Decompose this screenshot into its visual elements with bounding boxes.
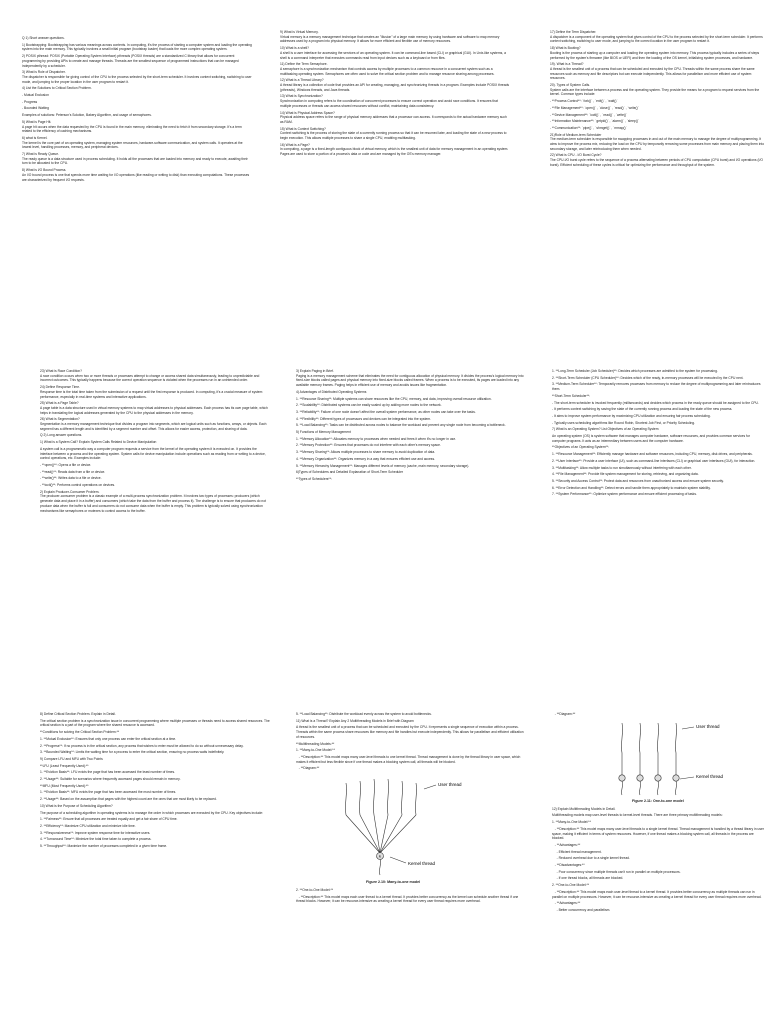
paragraph: 2. **One-to-One Model:** xyxy=(552,883,590,888)
page-6-text xyxy=(552,369,764,497)
paragraph: 10) What is the Purpose of Scheduling Algorithm? xyxy=(40,803,113,808)
paragraph: 26) What is Segmentation? Segmentation is a memory management technique that divides a program into segments, which are logical units such as functions, arrays, or objects. Each segment has a different length and is identified by a segment number and offset. This allows for easier access, protection, and sharing of data. xyxy=(40,417,267,431)
user-thread-label: User thread xyxy=(696,723,720,729)
paragraph: 2. **Memory Protection**: Ensures that processes do not interfere with each other's memory space. xyxy=(296,443,441,448)
paragraph: 13) What is Synchronization? Synchronization in computing refers to the coordination of concurrent processes to ensure correct operation and avoid race conditions. It ensures that multiple processes or threads can access shared resources without conflict, maintaining data consistency. xyxy=(280,94,498,108)
paragraph: 1. **Resource Management**: Efficiently manage hardware and software resources, including CPU, memory, disk drives, and peripherals. xyxy=(552,452,753,457)
paragraph: 9) Compare LFU and MFU with Two Points xyxy=(40,756,103,761)
paragraph: - **Information Maintenance**: `getpid()` , `alarm()` , `sleep()` xyxy=(550,119,640,124)
paragraph: 4. **Memory Organization**: Organizes memory in a way that ensures efficient use and access. xyxy=(296,456,436,461)
paragraph: 2) POSIX pthread: POSIX (Portable Operating System Interface) pthreads (POSIX threads) are a standardized C library that allows for concurrent programming by providing APIs to create and manage threads. Threads are the smallest sequence of programmed instructions that can be managed independently by a scheduler. xyxy=(22,54,240,68)
paragraph: 5. **Load Balancing**: Tasks can be distributed across nodes to balance the workload and prevent any single node from becoming a bottleneck. xyxy=(296,423,506,428)
paragraph: **MFU (Most Frequently Used):** xyxy=(40,783,89,788)
paragraph: 2. **One-to-One Model:** xyxy=(296,888,334,893)
paragraph: - **Diagram:** xyxy=(296,766,320,771)
paragraph: 1. **Eviction Basis**: LFU evicts the page that has been accessed the least number of times. xyxy=(40,770,176,775)
paragraph: **Types of Schedulers**: xyxy=(296,476,332,481)
paragraph: Examples of solutions: Peterson's Solution, Bakery Algorithm, and usage of semaphores. xyxy=(22,113,152,118)
many-to-one-figure xyxy=(336,775,526,884)
paragraph: 14) What is Physical Address Space? Physical address space refers to the range of physical memory addresses that a processor can access. It corresponds to the actual hardware memory such as RAM. xyxy=(280,110,507,124)
paragraph: 2. **Usage**: Based on the assumption that pages with the highest count are the ones that are most likely to be replaced. xyxy=(40,797,217,802)
paragraph: 18) What is Booting? Booting is the process of starting up a computer and loading the operating system into memory. This process typically includes a series of steps performed by the system's firmware (like BIOS or UEFI) and then the loading of the OS kernel, initializing system processes, and hardware. xyxy=(550,46,760,60)
page-8 xyxy=(296,712,526,1017)
paragraph: Q 1) Short answer questions. xyxy=(22,36,65,40)
paragraph: - **Description:** This model maps many user-level threads to one kernel thread. Thread management is done by the thread library in user space, which makes it efficient but less flexible since if one thread makes a blocking system call, all threads will be blocked. xyxy=(296,754,522,764)
paragraph: - **Advantages:** xyxy=(552,842,581,847)
paragraph: - **write()**: Writes data to a file or device. xyxy=(40,476,102,481)
paragraph: Multithreading models map user-level threads to kernel-level threads. There are three primary multithreading models: xyxy=(552,813,723,818)
paragraph: - Poor concurrency since multiple threads can't run in parallel on multiple processors. xyxy=(552,869,681,874)
paragraph: - **Process Control**: `fork()` , `exit()` , `wait()` xyxy=(550,99,618,104)
user-thread-label: User thread xyxy=(438,782,462,788)
paragraph: 5. **Throughput**: Maximize the number of processes completed in a given time frame. xyxy=(40,844,168,849)
paragraph: 6. **Error Detection and Handling**: Detect errors and handle them appropriately to maintain system stability. xyxy=(552,485,711,490)
paragraph: 8) Define Critical Section Problem. Explain in Detail. xyxy=(40,712,116,716)
page-5 xyxy=(296,369,526,669)
paragraph: The purpose of a scheduling algorithm in operating systems is to manage the order in which processes are executed by the CPU. Key objectives include: xyxy=(40,810,264,815)
paragraph: 2) Explain Producer-Consumer Problem. The producer-consumer problem is a classic example of a multi-process synchronization problem. It involves two types of processes: producers (which generate data and place it in a buffer) and consumers (which take the data from the buffer and process it). The challenge is to ensure that producers do not produce data when the buffer is full and consumers do not consume data when the buffer is empty. This problem is typically solved using synchronization mechanisms like semaphores or mutexes to control access to the buffer. xyxy=(40,489,266,513)
paragraph: - The short-term scheduler is invoked frequently (milliseconds) and decides which process in the ready queue should be assigned to the CPU. xyxy=(552,400,759,405)
paragraph: 6) what is Kernel. The kernel is the core part of an operating system, managing system resources, hardware-software communication, and system calls. It operates at the lowest level, handling processes, memory, and peripheral devices. xyxy=(22,135,243,150)
paragraph: - **read()**: Reads data from a file or device. xyxy=(40,469,106,474)
paragraph: - **Disadvantages:** xyxy=(552,863,585,868)
paragraph: 19). What is a Thread? A thread is the smallest unit of a process that can be scheduled and executed by the CPU. Threads within the same process share the same resources such as memory and file descriptors but can execute independently. This allows for parallelism and more efficient use of system resources. xyxy=(550,62,755,81)
paragraph: - **Device Management**: `ioctl()` , `read()` , `write()` xyxy=(550,112,628,117)
page-1-text xyxy=(22,36,252,182)
paragraph: Q 2) Long answer questions. xyxy=(40,433,83,438)
page-2-text xyxy=(280,30,510,157)
paragraph: 5) Functions of Memory Management xyxy=(296,430,351,435)
paragraph: 4) Advantages of Distributed Operating Systems xyxy=(296,389,367,394)
paragraph: **LFU (Least Frequently Used):** xyxy=(40,763,89,768)
paragraph: - Mutual Exclusion xyxy=(22,93,49,98)
paragraph: A thread is the smallest unit of a process that can be scheduled and executed by the CPU. It represents a single sequence of execution within a process. Threads within the same process share resources like memory and file handles but execute independently. This allows for parallelism and efficient utilization of resources. xyxy=(296,725,525,739)
paragraph: - **Advantages:** xyxy=(552,901,581,906)
paragraph: - Bounded Waiting xyxy=(22,106,50,111)
paragraph: 7. **System Performance**: Optimize system performance and ensure efficient processing of tasks. xyxy=(552,492,697,497)
paragraph: - Better concurrency and parallelism. xyxy=(552,907,611,912)
figure-caption: Figure 2.10: Many-to-one model xyxy=(366,880,421,885)
paragraph: 2. **Scalability**: Distributed systems can be easily scaled up by adding more nodes to the network. xyxy=(296,403,442,408)
paragraph: 25) What is a Page Table? A page table is a data structure used in virtual memory systems to map virtual addresses to physical addresses. Each process has its own page table, which helps in translating the logical addresses generated by the CPU to the physical addresses in the memory. xyxy=(40,401,268,415)
one-to-one-figure xyxy=(602,719,764,803)
page-3-text xyxy=(550,30,765,168)
paragraph: - Efficient thread management. xyxy=(552,849,602,854)
paragraph: 24) Define Response Time. Response time is the total time taken from the submission of a request until the first response is produced. In computing, it's a crucial measure of system performance, especially in real-time systems and interactive applications. xyxy=(40,385,263,399)
page-9-text xyxy=(552,712,764,717)
paragraph: 7) What is an Operating System? List Objectives of an Operating System xyxy=(552,427,659,432)
page-4-text xyxy=(40,369,270,513)
paragraph: 5) What is Page Hit. A page hit occurs when the data requested by the CPU is found in the main memory, eliminating the need to fetch it from secondary storage. It's a term related to the efficiency of caching mechanisms. xyxy=(22,119,242,134)
page-6 xyxy=(552,369,764,669)
page-5-text xyxy=(296,369,526,482)
paragraph: 3. **Multitasking**: Allow multiple tasks to run simultaneously without interfering with each other. xyxy=(552,465,692,470)
paragraph: 2. **Efficiency**: Maximize CPU utilization and minimize idle time. xyxy=(40,823,136,828)
paragraph: 10) What is a shell? A shell is a user interface for accessing the services of an operating system. It can be command-line based (CLI) or graphical (GUI). In Unix-like systems, a shell is a command interpreter that executes commands read from input devices such as a keyboard or from files. xyxy=(280,46,506,60)
page-9-text-after xyxy=(552,807,764,913)
paragraph: 9) What is Virtual Memory. Virtual memory is a memory management technique that creates an "illusion" of a large main memory by using hardware and software to map memory addresses used by a program into physical memory. It allows for more efficient and flexible use of memory resources. xyxy=(280,30,500,44)
paragraph: 4. **File Management**: Provide file system management for storing, retrieving, and organizing data. xyxy=(552,472,699,477)
paragraph: 1) What is a System Call? Explain System Calls Related to Device Manipulation xyxy=(40,440,157,445)
paragraph: 6)Types of Schedulers and Detailed Explanation of Short-Term Scheduler xyxy=(296,470,404,475)
paragraph: 21)Role of Medium-term Scheduler The medium-term scheduler is responsible for swapping processes in and out of the main memory to manage the degree of multiprogramming. It aims to improve the process mix, reducing the load on the CPU by temporarily removing some processes from main memory and placing them into secondary storage, and later reintroducing them when needed. xyxy=(550,132,765,151)
paragraph: 3. **Bounded Waiting**: Limits the waiting time for a process to enter the critical section, ensuring no process waits indefinitely. xyxy=(40,750,225,755)
paragraph: 1. **Fairness**: Ensure that all processes are treated equally and get a fair share of CPU time. xyxy=(40,817,178,822)
paragraph: 12) Explain Multithreading Models in Detail. xyxy=(552,806,616,811)
paragraph: 4. **Turnaround Time**: Minimize the total time taken to complete a process. xyxy=(40,837,152,842)
paragraph: - Typically uses scheduling algorithms like Round Robin, Shortest Job First, or Priority Scheduling. xyxy=(552,420,696,425)
page-3 xyxy=(550,30,765,320)
paragraph: 11) What is a Thread? Explain Any 2 Multithreading Models in Brief with Diagram xyxy=(296,718,414,723)
paragraph: 1. **Long-Term Scheduler (Job Scheduler)**: Decides which processes are admitted to the system for processing. xyxy=(552,369,718,373)
paragraph: 1. **Many-to-One Model:** xyxy=(296,748,335,753)
page-8-text xyxy=(296,712,526,771)
paragraph: 1) Bootstrapping: Bootstrapping has various meanings across contexts. In computing, it's the process of starting a computer system and loading the operating system into the main memory. This typically involves a small initial program (bootstrap loader) that loads the more complex operating system. xyxy=(22,42,253,52)
paragraph: 5. **Load Balancing**: Distribute the workload evenly across the system to avoid bottlenecks. xyxy=(296,712,432,716)
paragraph: 3. **Memory Sharing**: Allows multiple processes to share memory to avoid duplication of data. xyxy=(296,450,436,455)
page-9 xyxy=(552,712,764,1017)
paragraph: 3. **Reliability**: Failure of one node doesn't affect the overall system performance, as other nodes can take over the tasks. xyxy=(296,409,476,414)
paragraph: 16) What is a Page? In computing, a page is a fixed-length contiguous block of virtual memory, which is the smallest unit of data for memory management in an operating system. Pages are used to store a portion of a process's data or code and are managed by the OS's memory manager. xyxy=(280,142,509,157)
paragraph: **Multithreading Models:** xyxy=(296,741,335,746)
paragraph: - Progress xyxy=(22,99,38,104)
paragraph: 1. **Eviction Basis**: MFU evicts the page that has been accessed the most number of times. xyxy=(40,790,177,795)
paragraph: 3. **Medium-Term Scheduler**: Temporarily removes processes from memory to reduce the degree of multiprogramming and later reintroduces them. xyxy=(552,382,762,392)
paragraph: - **File Management**: `open()` , `close()` , `read()` , `write()` xyxy=(550,105,639,110)
paragraph: - **ioctl()**: Performs control operations on devices. xyxy=(40,483,116,488)
paragraph: A system call is a programmatic way a computer program requests a service from the kernel of the operating system it is executed on. It provides the interface between a process and the operating system. System calls for device manipulation include operations such as reading from or writing to a device, control operations, etc. Examples include: xyxy=(40,446,267,461)
paragraph: - **open()**: Opens a file or device. xyxy=(40,462,92,467)
paragraph: **Short-Term Scheduler**: xyxy=(552,393,591,398)
figure-caption: Figure 2.11: One-to-one model xyxy=(632,798,684,803)
paragraph: - It performs context switching by saving the state of the currently running process and loading the state of the new process. xyxy=(552,407,733,412)
page-2 xyxy=(280,30,510,320)
paragraph: An operating system (OS) is system software that manages computer hardware, software resources, and provides common services for computer programs. It acts as an intermediary between users and the computer hardware. xyxy=(552,434,751,443)
paragraph: - **Diagram:** xyxy=(552,712,576,716)
paragraph: - **Description:** This model maps many user-level threads to a single kernel thread. Thread management is handled by a thread library in user space, making it efficient in terms of system resources. However, if one thread makes a blocking system call, all threads in the process are blocked. xyxy=(552,826,765,841)
paragraph: - It aims to improve system performance by maximizing CPU utilization and ensuring fair process scheduling. xyxy=(552,413,711,418)
paragraph: 1. **Many-to-One Model:** xyxy=(552,820,591,825)
paragraph: - **Description:** This model maps each user-level thread to a kernel thread. It provides better concurrency as multiple threads can run in parallel on multiple processors. However, it can be resource-intensive as creating a kernel thread for every user thread requires more overhead. xyxy=(552,889,762,899)
paragraph: 12) What is a Thread Library? A thread library is a collection of code that provides an API for creating, managing, and synchronizing threads in a program. Examples include POSIX threads (pthreads), Windows threads, and Java threads. xyxy=(280,78,510,92)
paragraph: 2. **Usage**: Suitable for scenarios where frequently accessed pages should remain in memory. xyxy=(40,777,181,782)
paragraph: 4) List the Solutions to Critical Section Problem. xyxy=(22,86,92,91)
kernel-thread-label: Kernel thread xyxy=(696,773,724,779)
paragraph: 3. **Responsiveness**: Improve system response time for interactive users. xyxy=(40,830,151,835)
paragraph: 4. **Flexibility**: Different types of processors and devices can be integrated into the system. xyxy=(296,416,431,421)
paragraph: 1. **Mutual Exclusion**: Ensures that only one process can enter the critical section at a time. xyxy=(40,736,177,741)
paragraph: 23) What is Race Condition? A race condition occurs when two or more threads or processes attempt to change or access shared data simultaneously, leading to unpredictable and incorrect outcomes. This typically happens because the correct operation sequence is violated when the processes run in an unintended order. xyxy=(40,369,260,383)
paragraph: 3) Explain Paging in Brief. Paging is a memory management scheme that eliminates the need for contiguous allocation of physical memory. It divides the process's logical memory into fixed-size blocks called pages and physical memory into fixed-size blocks called frames. When a process is to be executed, its pages are loaded into any available memory frames. Paging helps in efficient use of memory and avoids issues like fragmentation. xyxy=(296,369,524,388)
paragraph: 11) Define the Term Semaphore. A semaphore is a synchronization mechanism that controls access by multiple processes to a common resource in a concurrent system such as a multitasking operating system. Semaphores are often used to solve the critical section problem and to manage resource sharing among processes. xyxy=(280,62,495,76)
page-7-text xyxy=(40,712,270,849)
page-8-text-after xyxy=(296,888,526,904)
paragraph: 5. **Memory Hierarchy Management**: Manages different levels of memory (cache, main memory, secondary storage). xyxy=(296,463,470,468)
paragraph: **Objectives of an Operating System**: xyxy=(552,445,609,450)
page-7 xyxy=(40,712,270,1017)
paragraph: 2. **Short-Term Scheduler (CPU Scheduler)**: Decides which of the ready, in-memory processes will be executed by the CPU next. xyxy=(552,375,744,380)
paragraph: 17) Define the Term Dispatcher. A dispatcher is a component of the operating system that gives control of the CPU to the process selected by the short-term scheduler. It performs context switching, switching to user mode, and jumping to the correct location in the user program to restart it. xyxy=(550,30,763,44)
paragraph: 3) What is Role of Dispatcher. The dispatcher is responsible for giving control of the CPU to the process selected by the short-term scheduler. It involves context switching, switching to user mode, and jumping to the proper location in the user program to restart it. xyxy=(22,70,252,84)
paragraph: The critical section problem is a synchronization issue in concurrent programming where multiple processes or threads need to access shared resources. The critical section is a part of the program where the shared resource is accessed. xyxy=(40,718,271,728)
paragraph: 15) What is Context Switching? Context switching is the process of storing the state of a currently running process so that it can be resumed later, and loading the state of a new process to begin execution. This allows multiple processes to share a single CPU, enabling multitasking. xyxy=(280,126,507,141)
paragraph: 20). Types of System Calls. System calls are the interface between a process and the operating system. They provide the means for a program to request services from the kernel. Common types include: xyxy=(550,83,760,97)
paragraph: - **Description:** This model maps each user thread to a kernel thread. It provides better concurrency as the kernel can schedule another thread if one thread blocks. However, it can be resource-intensive as creating a kernel thread for every user thread requires more overhead. xyxy=(296,894,520,904)
paragraph: 1. **Memory Allocation**: Allocates memory to processes when needed and frees it when it's no longer in use. xyxy=(296,436,457,441)
paragraph: - **Communication**: `pipe()` , `shmget()` , `mmap()` xyxy=(550,125,627,130)
paragraph: - If one thread blocks, all threads are blocked. xyxy=(552,876,624,881)
page-4 xyxy=(40,369,270,669)
paragraph: 7) What is Ready Queue. The ready queue is a data structure used in process scheduling. It holds all the processes that are loaded into memory and ready to execute, awaiting their turn to be allocated to the CPU. xyxy=(22,152,248,166)
paragraph: - Reduced overhead due to a single kernel thread. xyxy=(552,856,630,861)
paragraph: 1. **Resource Sharing**: Multiple systems can share resources like the CPU, memory, and data, improving overall resource utilization. xyxy=(296,396,492,401)
paragraph: 2. **Progress**: If no process is in the critical section, any process that wishes to enter must be allowed to do so without unnecessary delay. xyxy=(40,743,244,748)
k-label: k xyxy=(379,853,381,859)
page-1 xyxy=(22,36,252,316)
paragraph: 2. **User Interface**: Provide a user interface (UI), such as command-line interfaces (CLI) or graphical user interfaces (GUI), for interaction. xyxy=(552,458,756,463)
paragraph: 22) What is CPU - I/O Burst Cycle? The CPU-I/O burst cycle refers to the sequence of a process alternating between periods of CPU computation (CPU burst) and I/O operations (I/O burst). Efficient scheduling of these cycles is critical for optimizing the performance and throughput of the system. xyxy=(550,153,763,167)
paragraph: 8) What is I/O Bound Process. An I/O bound process is one that spends more time waiting for I/O operations (like reading or writing to disk) than executing computations. These processes are characterized by frequent I/O requests. xyxy=(22,168,250,182)
kernel-thread-label: Kernel thread xyxy=(408,861,436,867)
paragraph: **Conditions for solving the Critical Section Problem:** xyxy=(40,730,120,735)
paragraph: 5. **Security and Access Control**: Protect data and resources from unauthorized access and ensure system security. xyxy=(552,478,724,483)
